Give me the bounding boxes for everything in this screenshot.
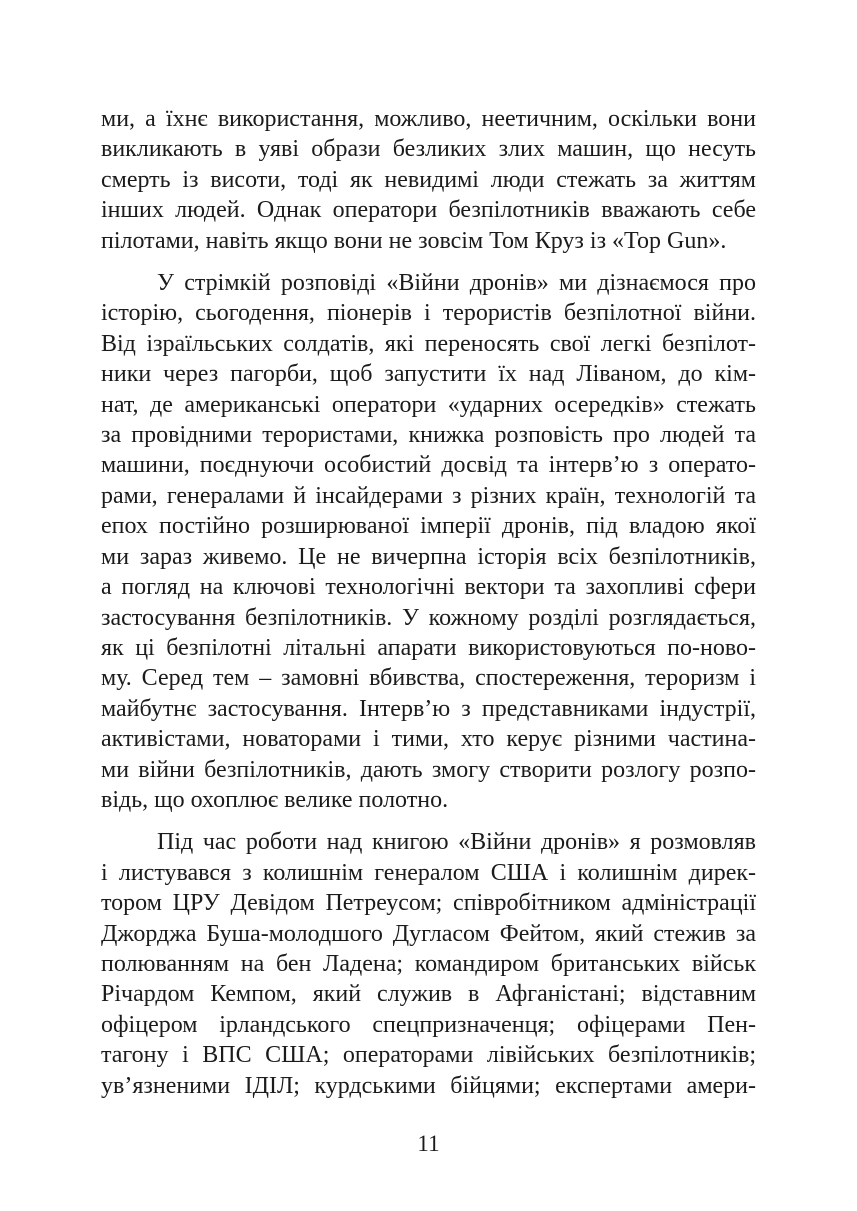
text-line: тагону і ВПС США; операторами лівійських безпілотників; (101, 1042, 756, 1069)
text-line: пілотами, навіть якщо вони не зовсім Том Круз із «Top Gun». (101, 227, 727, 254)
text-line: ми війни безпілотників, дають змогу створити розлогу розпо- (101, 756, 756, 783)
text-line: Джорджа Буша-молодшого Дугласом Фейтом, який стежив за (101, 920, 756, 947)
paragraph-3 (101, 827, 756, 1101)
text-line: викликають в уяві образи безликих злих машин, що несуть (101, 136, 756, 163)
page-body (101, 104, 756, 1113)
text-line: ми, а їхнє використання, можливо, неетичним, оскільки вони (101, 106, 756, 132)
text-line: нат, де американські оператори «ударних осередків» стежать (101, 391, 756, 418)
text-line: смерть із висоти, тоді як невидимі люди стежать за життям (101, 166, 756, 193)
text-line: ники через пагорби, щоб запустити їх над Ліваном, до кім- (101, 361, 756, 388)
text-line: за провідними терористами, книжка розповість про людей та (101, 422, 756, 449)
text-line: майбутнє застосування. Інтерв’ю з представниками індустрії, (101, 695, 756, 722)
text-line: застосування безпілотників. У кожному розділі розглядається, (101, 604, 756, 631)
paragraph-2 (101, 268, 756, 815)
text-line: Від ізраїльських солдатів, які переносять свої легкі безпілот- (101, 330, 756, 357)
text-line: і листувався з колишнім генералом США і колишнім дирек- (101, 859, 756, 886)
paragraph-1 (101, 104, 756, 256)
text-line: полюванням на бен Ладена; командиром британських військ (101, 950, 756, 977)
text-line: інших людей. Однак оператори безпілотників вважають себе (101, 197, 756, 224)
text-line: офіцером ірландського спецпризначенця; офіцерами Пен- (101, 1011, 756, 1038)
text-line: тором ЦРУ Девідом Петреусом; співробітником адміністрації (101, 890, 756, 917)
text-line: У стрімкій розповіді «Війни дронів» ми дізнаємося про (157, 270, 756, 297)
text-line: відь, що охоплює велике полотно. (101, 786, 449, 813)
text-line: Річардом Кемпом, який служив в Афганістані; відставним (101, 981, 756, 1008)
text-line: ув’язненими ІДІЛ; курдськими бійцями; експертами амери- (101, 1072, 756, 1099)
text-line: ми зараз живемо. Це не вичерпна історія всіх безпілотників, (101, 543, 756, 570)
text-line: історію, сьогодення, піонерів і терористів безпілотної війни. (101, 300, 756, 327)
text-line: а погляд на ключові технологічні вектори та захопливі сфери (101, 574, 756, 601)
text-line: епох постійно розширюваної імперії дронів, під владою якої (101, 513, 756, 540)
page-number: 11 (417, 1131, 440, 1156)
text-line: активістами, новаторами і тими, хто керує різними частина- (101, 726, 756, 753)
text-line: як ці безпілотні літальні апарати використовуються по-ново- (101, 634, 756, 661)
text-line: машини, поєднуючи особистий досвід та інтерв’ю з операто- (101, 452, 756, 479)
text-line: рами, генералами й інсайдерами з різних країн, технологій та (101, 482, 756, 509)
text-line: Під час роботи над книгою «Війни дронів» я розмовляв (157, 829, 756, 856)
text-line: му. Серед тем – замовні вбивства, спостереження, тероризм і (101, 665, 756, 692)
